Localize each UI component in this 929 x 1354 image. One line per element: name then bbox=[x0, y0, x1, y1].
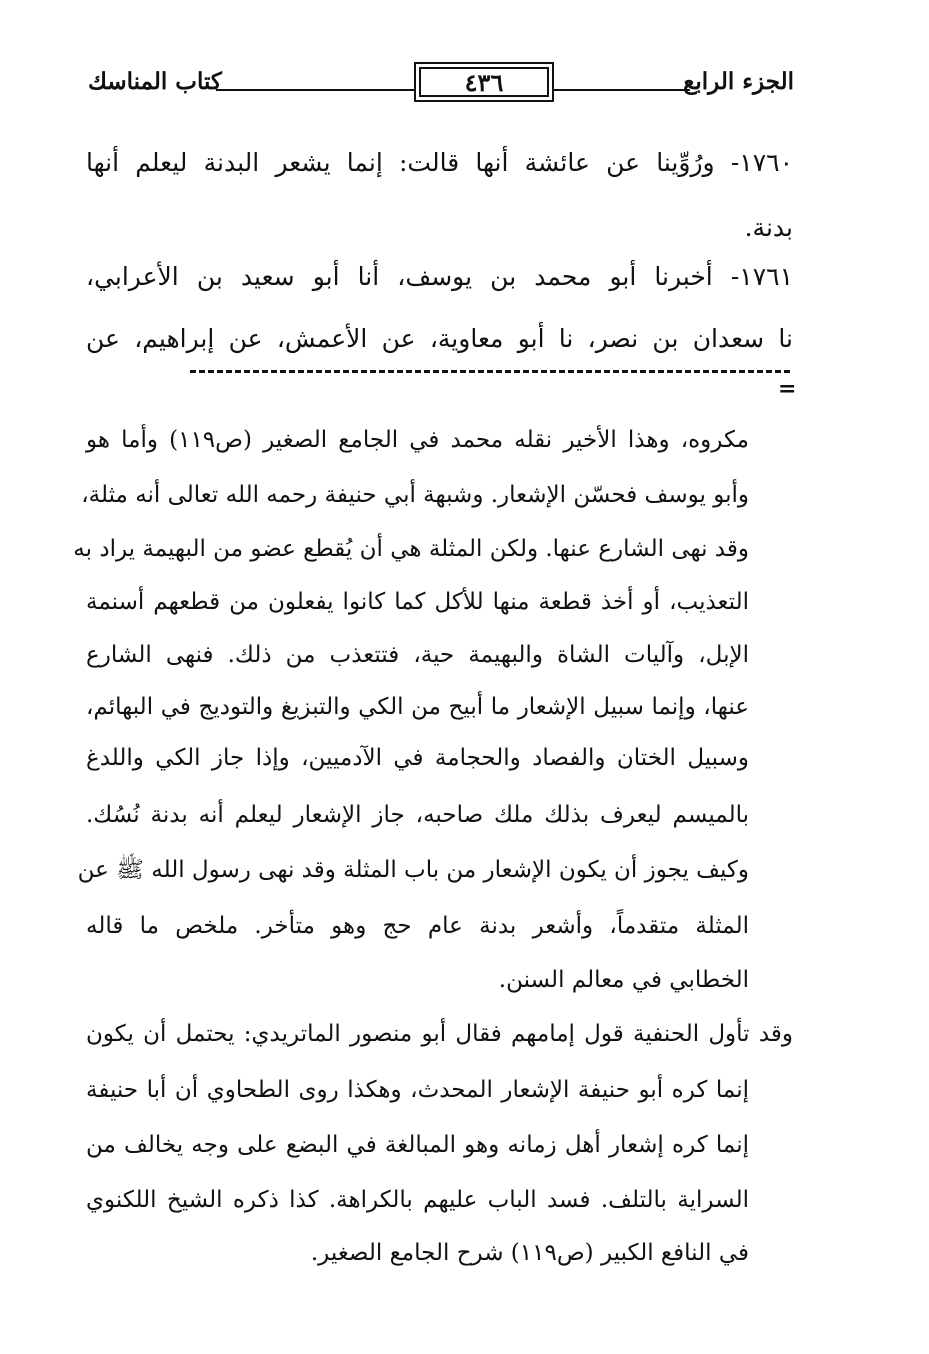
header-rule-right bbox=[554, 89, 690, 91]
running-header bbox=[88, 62, 794, 106]
note-line: وقد تأول الحنفية قول إمامهم فقال أبو منصور الماتريدي: يحتمل أن يكون bbox=[86, 1021, 793, 1047]
separator-mark: = bbox=[778, 376, 797, 402]
note-line: الخطابي في معالم السنن. bbox=[498, 967, 749, 993]
note-line: الإبل، وآليات الشاة والبهيمة حية، فتتعذب من ذلك. فنهى الشارع bbox=[86, 642, 749, 668]
book-title: كتاب المناسك bbox=[88, 68, 222, 95]
footnote-separator bbox=[190, 370, 790, 375]
note-line: في النافع الكبير (ص١١٩) شرح الجامع الصغير. bbox=[310, 1240, 749, 1266]
note-line: وسبيل الختان والفصاد والحجامة في الآدميين، وإذا جاز الكي واللدغ bbox=[86, 745, 749, 771]
page-number: ٤٣٦ bbox=[419, 67, 549, 97]
note-line: المثلة متقدماً، وأشعر بدنة عام حج وهو متأخر. ملخص ما قاله bbox=[86, 913, 749, 939]
main-line: ١٧٦٠- ورُوِّينا عن عائشة أنها قالت: إنما يشعر البدنة ليعلم أنها bbox=[86, 148, 793, 177]
main-line: نا سعدان بن نصر، نا أبو معاوية، عن الأعمش، عن إبراهيم، عن bbox=[86, 324, 793, 353]
note-line: السراية بالتلف. فسد الباب عليهم بالكراهة. كذا ذكره الشيخ اللكنوي bbox=[86, 1187, 749, 1213]
note-line: وأبو يوسف فحسّن الإشعار. وشبهة أبي حنيفة رحمه الله تعالى أنه مثلة، bbox=[81, 482, 749, 508]
note-line: التعذيب، أو أخذ قطعة منها للأكل كما كانوا يفعلون من قطعهم أسنمة bbox=[86, 589, 749, 615]
main-line: بدنة. bbox=[744, 213, 793, 242]
volume-title: الجزء الرابع bbox=[683, 68, 794, 95]
note-line: وكيف يجوز أن يكون الإشعار من باب المثلة وقد نهى رسول الله ﷺ عن bbox=[77, 857, 749, 883]
main-line: ١٧٦١- أخبرنا أبو محمد بن يوسف، أنا أبو سعيد بن الأعرابي، bbox=[86, 262, 793, 291]
page-number-box bbox=[414, 62, 554, 102]
note-line: إنما كره أبو حنيفة الإشعار المحدث، وهكذا روى الطحاوي أن أبا حنيفة bbox=[86, 1077, 749, 1103]
note-line: وقد نهى الشارع عنها. ولكن المثلة هي أن يُقطع عضو من البهيمة يراد به bbox=[73, 536, 749, 562]
note-line: بالميسم ليعرف بذلك ملك صاحبه، جاز الإشعار ليعلم أنه بدنة نُسُك. bbox=[86, 802, 749, 828]
header-rule-left bbox=[216, 89, 414, 91]
note-line: عنها، وإنما سبيل الإشعار ما أبيح من الكي والتبزيغ والتوديج في البهائم، bbox=[86, 694, 749, 720]
note-line: مكروه، وهذا الأخير نقله محمد في الجامع الصغير (ص١١٩) وأما هو bbox=[86, 427, 749, 453]
note-line: إنما كره إشعار أهل زمانه وهو المبالغة في البضع على وجه يخالف من bbox=[86, 1132, 749, 1158]
